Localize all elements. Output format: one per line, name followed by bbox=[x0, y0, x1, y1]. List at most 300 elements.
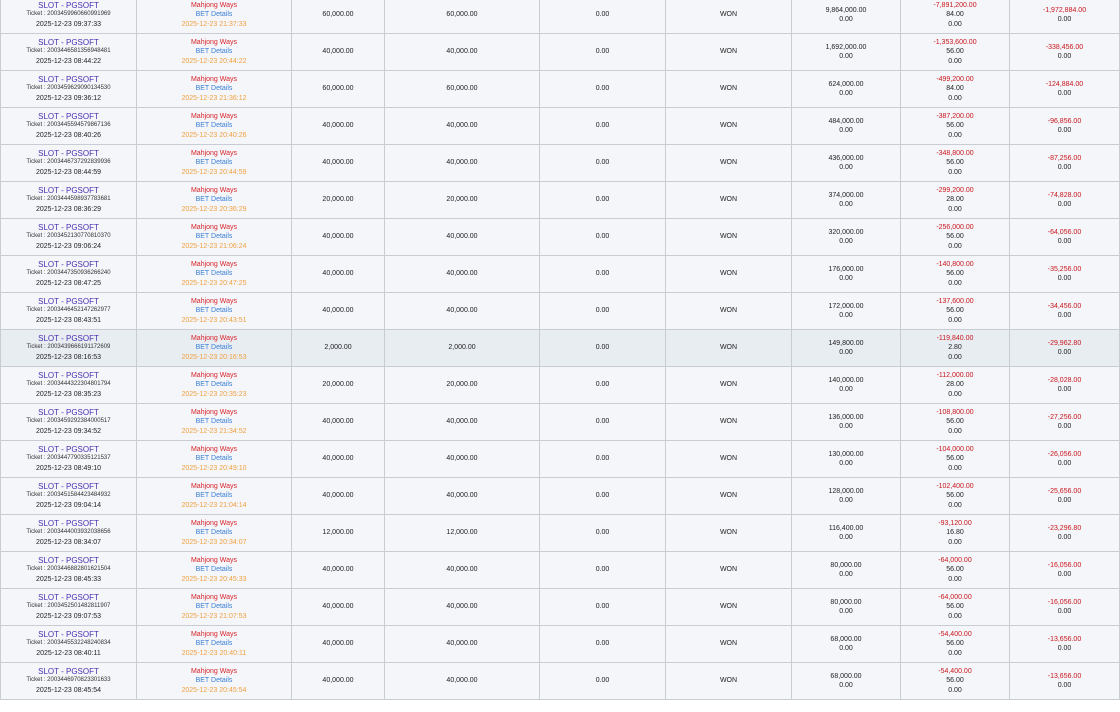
game-name: Mahjong Ways bbox=[190, 556, 238, 564]
valid-bet-cell bbox=[385, 367, 540, 404]
member-commission: 56.00 bbox=[946, 48, 964, 56]
member-total: 0.00 bbox=[948, 612, 962, 620]
game-cell bbox=[137, 145, 292, 182]
provider-cell bbox=[1, 0, 137, 34]
agent-commission: 0.00 bbox=[1057, 201, 1072, 208]
bet-date: 2025-12-23 09:06:24 bbox=[36, 242, 101, 250]
bet-amount: 40,000.00 bbox=[322, 455, 354, 463]
win-amount: 172,000.00 bbox=[828, 302, 864, 310]
status-cell bbox=[666, 108, 792, 145]
member-total: 0.00 bbox=[948, 131, 962, 139]
win-cell bbox=[792, 71, 901, 108]
agent-winloss: -338,456.00 bbox=[1045, 43, 1084, 51]
agent-cell bbox=[1010, 330, 1120, 367]
status-cell bbox=[666, 71, 792, 108]
provider-cell bbox=[1, 404, 137, 441]
valid-bet: 40,000.00 bbox=[446, 677, 478, 685]
win-secondary: 0.00 bbox=[839, 608, 853, 615]
bet-amount-cell bbox=[292, 293, 385, 330]
bet-amount-cell bbox=[292, 367, 385, 404]
agent-winloss: -26,056.00 bbox=[1047, 450, 1082, 458]
table-row bbox=[1, 71, 1120, 108]
bet-details-link[interactable]: BET Details bbox=[195, 418, 233, 426]
game-time: 2025-12-23 20:40:26 bbox=[181, 131, 247, 139]
bet-amount-cell bbox=[292, 145, 385, 182]
game-cell bbox=[137, 404, 292, 441]
game-name: Mahjong Ways bbox=[190, 1, 238, 9]
status-cell bbox=[666, 0, 792, 34]
provider-cell bbox=[1, 145, 137, 182]
ticket-id: Ticket : 2003446581356948481 bbox=[26, 48, 111, 55]
win-amount: 320,000.00 bbox=[828, 228, 864, 236]
bet-amount-cell bbox=[292, 256, 385, 293]
agent-winloss: -29,962.80 bbox=[1047, 339, 1082, 347]
bet-amount: 40,000.00 bbox=[322, 159, 354, 167]
member-winloss: -102,400.00 bbox=[936, 482, 974, 490]
status-badge: WON bbox=[719, 603, 738, 611]
game-name: Mahjong Ways bbox=[190, 223, 238, 231]
bet-details-link[interactable]: BET Details bbox=[195, 85, 233, 93]
status-badge: WON bbox=[719, 159, 738, 167]
valid-bet-cell bbox=[385, 663, 540, 700]
jackpot-amount: 0.00 bbox=[595, 159, 610, 167]
bet-amount: 2,000.00 bbox=[324, 344, 352, 352]
valid-bet-cell bbox=[385, 626, 540, 663]
member-cell bbox=[901, 552, 1010, 589]
game-name: Mahjong Ways bbox=[190, 593, 238, 601]
game-cell bbox=[137, 293, 292, 330]
bet-details-link[interactable]: BET Details bbox=[195, 270, 233, 278]
game-time: 2025-12-23 20:40:11 bbox=[181, 649, 247, 657]
provider-cell bbox=[1, 71, 137, 108]
member-winloss: -64,000.00 bbox=[938, 593, 972, 601]
jackpot-cell bbox=[540, 0, 666, 34]
agent-commission: 0.00 bbox=[1057, 16, 1072, 23]
member-total: 0.00 bbox=[948, 168, 962, 176]
bet-amount-cell bbox=[292, 219, 385, 256]
win-amount: 176,000.00 bbox=[828, 265, 864, 273]
valid-bet-cell bbox=[385, 478, 540, 515]
win-secondary: 0.00 bbox=[839, 571, 853, 578]
ticket-id: Ticket : 2003446882801621504 bbox=[26, 566, 111, 573]
bet-amount: 20,000.00 bbox=[322, 381, 354, 389]
member-winloss: -108,800.00 bbox=[936, 408, 974, 416]
bet-details-link[interactable]: BET Details bbox=[195, 344, 233, 352]
provider-cell bbox=[1, 589, 137, 626]
table-row bbox=[1, 145, 1120, 182]
valid-bet: 12,000.00 bbox=[446, 529, 478, 537]
bet-details-link[interactable]: BET Details bbox=[195, 455, 233, 463]
win-amount: 9,864,000.00 bbox=[825, 6, 867, 14]
jackpot-amount: 0.00 bbox=[595, 344, 610, 352]
bet-date: 2025-12-23 08:44:59 bbox=[36, 168, 101, 176]
bet-amount: 40,000.00 bbox=[322, 122, 354, 130]
bet-date: 2025-12-23 09:07:53 bbox=[36, 612, 101, 620]
bet-details-link[interactable]: BET Details bbox=[195, 159, 233, 167]
provider-name: SLOT - PGSOFT bbox=[38, 185, 99, 195]
win-amount: 80,000.00 bbox=[830, 561, 862, 569]
bet-amount: 40,000.00 bbox=[322, 640, 354, 648]
game-time: 2025-12-23 21:34:52 bbox=[181, 427, 247, 435]
game-cell bbox=[137, 626, 292, 663]
agent-commission: 0.00 bbox=[1057, 127, 1072, 134]
bet-amount: 40,000.00 bbox=[322, 677, 354, 685]
win-amount: 149,800.00 bbox=[828, 339, 864, 347]
bet-amount: 40,000.00 bbox=[322, 492, 354, 500]
bet-details-link[interactable]: BET Details bbox=[195, 677, 233, 685]
valid-bet: 40,000.00 bbox=[446, 122, 478, 130]
valid-bet-cell bbox=[385, 552, 540, 589]
bet-details-link[interactable]: BET Details bbox=[195, 122, 233, 130]
win-amount: 128,000.00 bbox=[828, 487, 864, 495]
member-cell bbox=[901, 330, 1010, 367]
agent-winloss: -96,856.00 bbox=[1047, 117, 1082, 125]
member-winloss: -348,800.00 bbox=[936, 149, 974, 157]
win-secondary: 0.00 bbox=[839, 645, 853, 652]
win-amount: 68,000.00 bbox=[830, 635, 862, 643]
game-cell bbox=[137, 182, 292, 219]
jackpot-cell bbox=[540, 441, 666, 478]
ticket-id: Ticket : 2003459960660991969 bbox=[26, 11, 111, 18]
game-time: 2025-12-23 20:44:59 bbox=[181, 168, 247, 176]
game-cell bbox=[137, 330, 292, 367]
member-winloss: -387,200.00 bbox=[936, 112, 974, 120]
status-cell bbox=[666, 145, 792, 182]
provider-cell bbox=[1, 441, 137, 478]
table-row bbox=[1, 441, 1120, 478]
ticket-id: Ticket : 2003451584423484932 bbox=[26, 492, 111, 499]
bet-amount-cell bbox=[292, 441, 385, 478]
provider-name: SLOT - PGSOFT bbox=[38, 222, 99, 232]
bet-amount-cell bbox=[292, 71, 385, 108]
win-cell bbox=[792, 367, 901, 404]
bet-amount: 40,000.00 bbox=[322, 418, 354, 426]
valid-bet: 60,000.00 bbox=[446, 11, 478, 19]
provider-cell bbox=[1, 219, 137, 256]
agent-commission: 0.00 bbox=[1057, 645, 1072, 652]
member-commission: 84.00 bbox=[946, 85, 964, 93]
member-cell bbox=[901, 108, 1010, 145]
bet-date: 2025-12-23 08:35:23 bbox=[36, 390, 101, 398]
game-name: Mahjong Ways bbox=[190, 445, 238, 453]
table-row bbox=[1, 478, 1120, 515]
status-badge: WON bbox=[719, 529, 738, 537]
agent-cell bbox=[1010, 293, 1120, 330]
table-row bbox=[1, 663, 1120, 700]
table-row bbox=[1, 256, 1120, 293]
table-row bbox=[1, 552, 1120, 589]
bet-date: 2025-12-23 08:44:22 bbox=[36, 57, 101, 65]
member-cell bbox=[901, 663, 1010, 700]
member-total: 0.00 bbox=[948, 20, 962, 28]
agent-winloss: -74,828.00 bbox=[1047, 191, 1082, 199]
jackpot-cell bbox=[540, 478, 666, 515]
jackpot-cell bbox=[540, 293, 666, 330]
game-cell bbox=[137, 589, 292, 626]
agent-cell bbox=[1010, 478, 1120, 515]
member-commission: 56.00 bbox=[946, 233, 964, 241]
ticket-id: Ticket : 2003452130770810370 bbox=[26, 233, 111, 240]
status-cell bbox=[666, 330, 792, 367]
status-cell bbox=[666, 589, 792, 626]
agent-cell bbox=[1010, 219, 1120, 256]
member-commission: 56.00 bbox=[946, 122, 964, 130]
status-cell bbox=[666, 256, 792, 293]
jackpot-cell bbox=[540, 71, 666, 108]
game-time: 2025-12-23 20:49:10 bbox=[181, 464, 247, 472]
agent-cell bbox=[1010, 515, 1120, 552]
game-cell bbox=[137, 34, 292, 71]
table-row bbox=[1, 626, 1120, 663]
agent-winloss: -27,256.00 bbox=[1047, 413, 1082, 421]
game-time: 2025-12-23 20:45:54 bbox=[181, 686, 247, 694]
agent-cell bbox=[1010, 71, 1120, 108]
jackpot-amount: 0.00 bbox=[595, 85, 610, 93]
jackpot-cell bbox=[540, 515, 666, 552]
status-badge: WON bbox=[719, 11, 738, 19]
game-cell bbox=[137, 219, 292, 256]
game-name: Mahjong Ways bbox=[190, 149, 238, 157]
bet-details-link[interactable]: BET Details bbox=[195, 196, 233, 204]
status-cell bbox=[666, 515, 792, 552]
bet-date: 2025-12-23 09:36:12 bbox=[36, 94, 101, 102]
agent-winloss: -13,656.00 bbox=[1047, 635, 1082, 643]
agent-cell bbox=[1010, 626, 1120, 663]
jackpot-amount: 0.00 bbox=[595, 270, 610, 278]
provider-cell bbox=[1, 108, 137, 145]
member-winloss: -64,000.00 bbox=[938, 556, 972, 564]
game-time: 2025-12-23 21:04:14 bbox=[181, 501, 247, 509]
agent-winloss: -124,884.00 bbox=[1045, 80, 1084, 88]
valid-bet-cell bbox=[385, 0, 540, 34]
valid-bet: 40,000.00 bbox=[446, 492, 478, 500]
ticket-id: Ticket : 2003446970823301633 bbox=[26, 677, 111, 684]
status-cell bbox=[666, 34, 792, 71]
table-row bbox=[1, 293, 1120, 330]
win-secondary: 0.00 bbox=[839, 534, 853, 541]
ticket-id: Ticket : 2003446452147262977 bbox=[26, 307, 111, 314]
game-time: 2025-12-23 20:47:25 bbox=[181, 279, 247, 287]
agent-cell bbox=[1010, 367, 1120, 404]
jackpot-cell bbox=[540, 330, 666, 367]
status-badge: WON bbox=[719, 344, 738, 352]
member-cell bbox=[901, 626, 1010, 663]
valid-bet-cell bbox=[385, 108, 540, 145]
agent-winloss: -35,256.00 bbox=[1047, 265, 1082, 273]
provider-name: SLOT - PGSOFT bbox=[38, 666, 99, 676]
win-cell bbox=[792, 330, 901, 367]
game-time: 2025-12-23 20:35:23 bbox=[181, 390, 247, 398]
game-cell bbox=[137, 0, 292, 34]
game-time: 2025-12-23 20:16:53 bbox=[181, 353, 247, 361]
member-cell bbox=[901, 219, 1010, 256]
agent-commission: 0.00 bbox=[1057, 275, 1072, 282]
jackpot-cell bbox=[540, 589, 666, 626]
ticket-id: Ticket : 2003439666191172609 bbox=[26, 344, 111, 351]
status-cell bbox=[666, 219, 792, 256]
provider-cell bbox=[1, 626, 137, 663]
bet-details-link[interactable]: BET Details bbox=[195, 11, 233, 19]
provider-name: SLOT - PGSOFT bbox=[38, 259, 99, 269]
jackpot-amount: 0.00 bbox=[595, 455, 610, 463]
bet-date: 2025-12-23 08:45:33 bbox=[36, 575, 101, 583]
member-commission: 16.80 bbox=[946, 529, 964, 537]
agent-cell bbox=[1010, 145, 1120, 182]
jackpot-cell bbox=[540, 108, 666, 145]
agent-winloss: -13,656.00 bbox=[1047, 672, 1082, 680]
win-secondary: 0.00 bbox=[839, 164, 853, 171]
bet-amount-cell bbox=[292, 108, 385, 145]
bet-amount-cell bbox=[292, 515, 385, 552]
provider-cell bbox=[1, 478, 137, 515]
jackpot-cell bbox=[540, 663, 666, 700]
status-cell bbox=[666, 293, 792, 330]
agent-commission: 0.00 bbox=[1057, 312, 1072, 319]
status-badge: WON bbox=[719, 122, 738, 130]
bet-details-link[interactable]: BET Details bbox=[195, 233, 233, 241]
ticket-id: Ticket : 2003445532248240834 bbox=[26, 640, 111, 647]
bet-date: 2025-12-23 08:47:25 bbox=[36, 279, 101, 287]
member-winloss: -7,891,200.00 bbox=[933, 1, 977, 9]
provider-cell bbox=[1, 663, 137, 700]
game-cell bbox=[137, 108, 292, 145]
valid-bet-cell bbox=[385, 219, 540, 256]
jackpot-cell bbox=[540, 626, 666, 663]
member-total: 0.00 bbox=[948, 242, 962, 250]
game-name: Mahjong Ways bbox=[190, 186, 238, 194]
table-row bbox=[1, 404, 1120, 441]
table-row bbox=[1, 108, 1120, 145]
status-badge: WON bbox=[719, 492, 738, 500]
provider-name: SLOT - PGSOFT bbox=[38, 37, 99, 47]
valid-bet-cell bbox=[385, 404, 540, 441]
bet-date: 2025-12-23 08:34:07 bbox=[36, 538, 101, 546]
valid-bet: 20,000.00 bbox=[446, 196, 478, 204]
provider-name: SLOT - PGSOFT bbox=[38, 407, 99, 417]
game-name: Mahjong Ways bbox=[190, 38, 238, 46]
member-commission: 2.80 bbox=[948, 344, 962, 352]
win-secondary: 0.00 bbox=[839, 682, 853, 689]
game-time: 2025-12-23 20:36:29 bbox=[181, 205, 247, 213]
valid-bet: 40,000.00 bbox=[446, 159, 478, 167]
member-cell bbox=[901, 367, 1010, 404]
bet-date: 2025-12-23 09:34:52 bbox=[36, 427, 101, 435]
status-cell bbox=[666, 182, 792, 219]
table-body bbox=[1, 0, 1120, 700]
bet-amount: 40,000.00 bbox=[322, 233, 354, 241]
provider-name: SLOT - PGSOFT bbox=[38, 333, 99, 343]
valid-bet-cell bbox=[385, 34, 540, 71]
jackpot-amount: 0.00 bbox=[595, 418, 610, 426]
member-cell bbox=[901, 182, 1010, 219]
bet-details-link[interactable]: BET Details bbox=[195, 529, 233, 537]
game-cell bbox=[137, 552, 292, 589]
bet-details-link[interactable]: BET Details bbox=[195, 307, 233, 315]
member-total: 0.00 bbox=[948, 279, 962, 287]
member-winloss: -54,400.00 bbox=[938, 630, 972, 638]
provider-name: SLOT - PGSOFT bbox=[38, 0, 99, 10]
member-total: 0.00 bbox=[948, 316, 962, 324]
member-commission: 28.00 bbox=[946, 381, 964, 389]
status-cell bbox=[666, 552, 792, 589]
bet-details-link[interactable]: BET Details bbox=[195, 492, 233, 500]
member-commission: 56.00 bbox=[946, 270, 964, 278]
valid-bet-cell bbox=[385, 589, 540, 626]
provider-name: SLOT - PGSOFT bbox=[38, 592, 99, 602]
member-cell bbox=[901, 404, 1010, 441]
valid-bet: 40,000.00 bbox=[446, 48, 478, 56]
status-badge: WON bbox=[719, 48, 738, 56]
valid-bet-cell bbox=[385, 515, 540, 552]
win-cell bbox=[792, 515, 901, 552]
ticket-id: Ticket : 2003452501482811907 bbox=[26, 603, 111, 610]
bet-details-link[interactable]: BET Details bbox=[195, 381, 233, 389]
member-winloss: -93,120.00 bbox=[938, 519, 972, 527]
ticket-id: Ticket : 2003447350936266240 bbox=[26, 270, 111, 277]
win-cell bbox=[792, 626, 901, 663]
provider-cell bbox=[1, 330, 137, 367]
agent-commission: 0.00 bbox=[1057, 386, 1072, 393]
valid-bet: 20,000.00 bbox=[446, 381, 478, 389]
agent-commission: 0.00 bbox=[1057, 460, 1072, 467]
member-cell bbox=[901, 441, 1010, 478]
win-secondary: 0.00 bbox=[839, 201, 853, 208]
bet-details-link[interactable]: BET Details bbox=[195, 640, 233, 648]
valid-bet-cell bbox=[385, 256, 540, 293]
status-badge: WON bbox=[719, 640, 738, 648]
member-commission: 84.00 bbox=[946, 11, 964, 19]
win-secondary: 0.00 bbox=[839, 238, 853, 245]
bet-amount-cell bbox=[292, 404, 385, 441]
status-badge: WON bbox=[719, 566, 738, 574]
agent-winloss: -34,456.00 bbox=[1047, 302, 1082, 310]
agent-commission: 0.00 bbox=[1057, 53, 1072, 60]
jackpot-amount: 0.00 bbox=[595, 381, 610, 389]
game-time: 2025-12-23 21:36:12 bbox=[181, 94, 247, 102]
game-name: Mahjong Ways bbox=[190, 112, 238, 120]
win-amount: 68,000.00 bbox=[830, 672, 862, 680]
agent-winloss: -64,056.00 bbox=[1047, 228, 1082, 236]
win-secondary: 0.00 bbox=[839, 90, 853, 97]
game-name: Mahjong Ways bbox=[190, 260, 238, 268]
provider-name: SLOT - PGSOFT bbox=[38, 444, 99, 454]
jackpot-amount: 0.00 bbox=[595, 307, 610, 315]
agent-cell bbox=[1010, 441, 1120, 478]
status-badge: WON bbox=[719, 381, 738, 389]
valid-bet-cell bbox=[385, 145, 540, 182]
bet-amount: 40,000.00 bbox=[322, 48, 354, 56]
bet-details-link[interactable]: BET Details bbox=[195, 603, 233, 611]
ticket-id: Ticket : 2003447790335121537 bbox=[26, 455, 111, 462]
game-cell bbox=[137, 478, 292, 515]
win-secondary: 0.00 bbox=[839, 53, 853, 60]
bet-details-link[interactable]: BET Details bbox=[195, 48, 233, 56]
jackpot-cell bbox=[540, 34, 666, 71]
bet-amount-cell bbox=[292, 34, 385, 71]
bet-details-link[interactable]: BET Details bbox=[195, 566, 233, 574]
member-cell bbox=[901, 145, 1010, 182]
status-badge: WON bbox=[719, 85, 738, 93]
jackpot-amount: 0.00 bbox=[595, 196, 610, 204]
agent-winloss: -1,972,884.00 bbox=[1042, 6, 1087, 14]
agent-cell bbox=[1010, 589, 1120, 626]
table-row bbox=[1, 219, 1120, 256]
game-time: 2025-12-23 20:43:51 bbox=[181, 316, 247, 324]
win-amount: 374,000.00 bbox=[828, 191, 864, 199]
member-total: 0.00 bbox=[948, 501, 962, 509]
agent-commission: 0.00 bbox=[1057, 423, 1072, 430]
win-amount: 116,400.00 bbox=[828, 524, 864, 532]
